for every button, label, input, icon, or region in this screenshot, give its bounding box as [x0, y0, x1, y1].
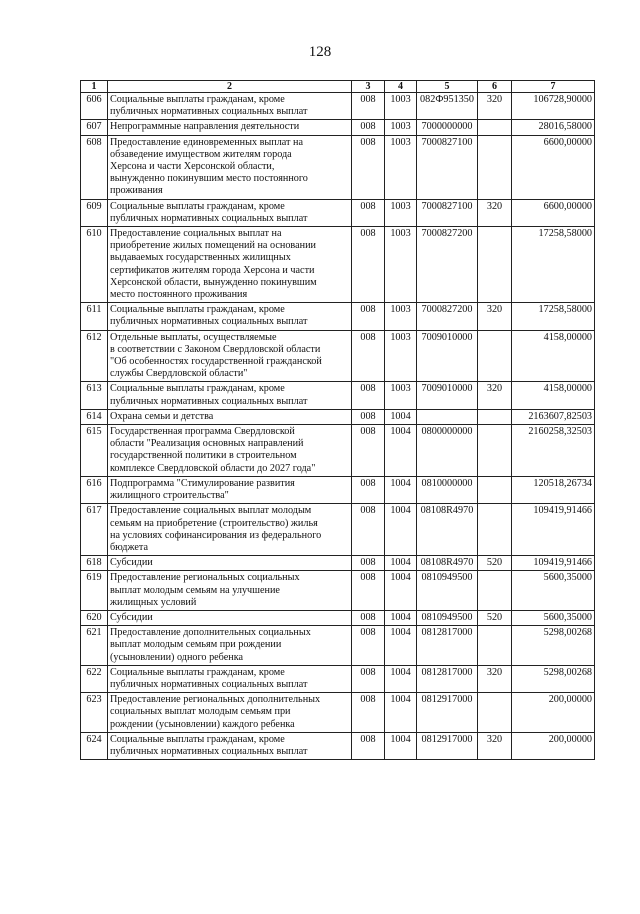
row-number: 621 [81, 626, 108, 666]
row-number: 614 [81, 409, 108, 424]
table-row [81, 303, 595, 330]
header-col-6: 6 [478, 81, 512, 93]
row-section-code: 1004 [385, 409, 417, 424]
row-name: Предоставление единовременных выплат на обзаведение имуществом жителям города Херсона и части Херсонской области, вынужденно покинувшим место постоянного проживания [108, 135, 352, 199]
row-number: 607 [81, 120, 108, 135]
row-amount: 200,00000 [512, 732, 595, 759]
row-target-code: 7009010000 [417, 330, 478, 382]
row-expense-type: 320 [478, 93, 512, 120]
row-amount: 109419,91466 [512, 504, 595, 556]
table-row [81, 409, 595, 424]
table-row [81, 199, 595, 226]
row-number: 622 [81, 665, 108, 692]
row-expense-type: 320 [478, 665, 512, 692]
row-section-code: 1004 [385, 693, 417, 733]
row-name: Государственная программа Свердловской области "Реализация основных направлений государственной политики в строительном комплексе Свердловской области до 2027 года" [108, 425, 352, 477]
row-target-code: 0810949500 [417, 571, 478, 611]
row-expense-type [478, 626, 512, 666]
row-expense-type: 320 [478, 199, 512, 226]
row-target-code: 7000827200 [417, 303, 478, 330]
row-section-code: 1003 [385, 135, 417, 199]
row-section-code: 1004 [385, 476, 417, 503]
row-target-code: 0800000000 [417, 425, 478, 477]
row-ministry-code: 008 [352, 409, 385, 424]
row-expense-type: 320 [478, 303, 512, 330]
row-expense-type [478, 120, 512, 135]
table-row [81, 610, 595, 625]
row-expense-type [478, 409, 512, 424]
row-ministry-code: 008 [352, 665, 385, 692]
row-name: Отдельные выплаты, осуществляемые в соответствии с Законом Свердловской области "Об особенностях государственной гражданской службы Свердловской области" [108, 330, 352, 382]
row-target-code: 7000000000 [417, 120, 478, 135]
row-name: Охрана семьи и детства [108, 409, 352, 424]
row-number: 609 [81, 199, 108, 226]
row-number: 606 [81, 93, 108, 120]
table-row [81, 93, 595, 120]
row-amount: 17258,58000 [512, 227, 595, 303]
row-section-code: 1003 [385, 330, 417, 382]
table-row [81, 626, 595, 666]
table-row [81, 476, 595, 503]
row-number: 624 [81, 732, 108, 759]
table-row [81, 120, 595, 135]
table-row [81, 382, 595, 409]
header-col-7: 7 [512, 81, 595, 93]
row-expense-type [478, 693, 512, 733]
row-ministry-code: 008 [352, 504, 385, 556]
row-section-code: 1003 [385, 382, 417, 409]
table-row [81, 665, 595, 692]
row-expense-type: 520 [478, 610, 512, 625]
row-section-code: 1003 [385, 303, 417, 330]
row-target-code [417, 409, 478, 424]
row-number: 610 [81, 227, 108, 303]
row-ministry-code: 008 [352, 303, 385, 330]
row-target-code: 0812817000 [417, 665, 478, 692]
row-ministry-code: 008 [352, 476, 385, 503]
row-amount: 120518,26734 [512, 476, 595, 503]
row-ministry-code: 008 [352, 382, 385, 409]
table-row [81, 330, 595, 382]
row-amount: 5298,00268 [512, 626, 595, 666]
row-section-code: 1003 [385, 93, 417, 120]
row-section-code: 1004 [385, 571, 417, 611]
row-expense-type [478, 476, 512, 503]
budget-table [80, 80, 595, 760]
row-name: Социальные выплаты гражданам, кроме публичных нормативных социальных выплат [108, 199, 352, 226]
row-name: Предоставление региональных дополнительных социальных выплат молодым семьям при рождении (усыновлении) каждого ребенка [108, 693, 352, 733]
row-ministry-code: 008 [352, 199, 385, 226]
row-name: Предоставление социальных выплат молодым семьям на приобретение (строительство) жилья на условиях софинансирования из федерального бюджета [108, 504, 352, 556]
row-section-code: 1004 [385, 732, 417, 759]
row-name: Социальные выплаты гражданам, кроме публичных нормативных социальных выплат [108, 93, 352, 120]
row-name: Социальные выплаты гражданам, кроме публичных нормативных социальных выплат [108, 665, 352, 692]
row-target-code: 0812817000 [417, 626, 478, 666]
row-ministry-code: 008 [352, 425, 385, 477]
row-number: 620 [81, 610, 108, 625]
row-amount: 200,00000 [512, 693, 595, 733]
row-amount: 2160258,32503 [512, 425, 595, 477]
row-number: 612 [81, 330, 108, 382]
row-number: 613 [81, 382, 108, 409]
row-ministry-code: 008 [352, 732, 385, 759]
row-target-code: 7009010000 [417, 382, 478, 409]
page-number: 128 [308, 44, 332, 60]
table-row [81, 504, 595, 556]
row-section-code: 1003 [385, 199, 417, 226]
header-col-3: 3 [352, 81, 385, 93]
row-target-code: 08108R4970 [417, 504, 478, 556]
row-amount: 6600,00000 [512, 135, 595, 199]
row-ministry-code: 008 [352, 330, 385, 382]
row-target-code: 0812917000 [417, 732, 478, 759]
row-name: Социальные выплаты гражданам, кроме публичных нормативных социальных выплат [108, 732, 352, 759]
row-number: 616 [81, 476, 108, 503]
row-expense-type [478, 330, 512, 382]
row-section-code: 1003 [385, 120, 417, 135]
row-section-code: 1004 [385, 556, 417, 571]
row-section-code: 1003 [385, 227, 417, 303]
row-amount: 2163607,82503 [512, 409, 595, 424]
table-row [81, 135, 595, 199]
row-ministry-code: 008 [352, 626, 385, 666]
table-row [81, 227, 595, 303]
row-amount: 17258,58000 [512, 303, 595, 330]
row-ministry-code: 008 [352, 93, 385, 120]
table-row [81, 571, 595, 611]
row-section-code: 1004 [385, 665, 417, 692]
row-name: Предоставление дополнительных социальных выплат молодым семьям при рождении (усыновлении) одного ребенка [108, 626, 352, 666]
row-amount: 5600,35000 [512, 571, 595, 611]
row-amount: 106728,90000 [512, 93, 595, 120]
row-ministry-code: 008 [352, 571, 385, 611]
row-amount: 4158,00000 [512, 330, 595, 382]
row-ministry-code: 008 [352, 120, 385, 135]
row-number: 623 [81, 693, 108, 733]
row-ministry-code: 008 [352, 693, 385, 733]
row-name: Субсидии [108, 610, 352, 625]
row-amount: 28016,58000 [512, 120, 595, 135]
header-col-1: 1 [81, 81, 108, 93]
row-target-code: 7000827200 [417, 227, 478, 303]
row-section-code: 1004 [385, 504, 417, 556]
row-name: Предоставление социальных выплат на приобретение жилых помещений на основании выдаваемых государственных жилищных сертификатов жителям города Херсона и части Херсонской области, вынужденно покинувшим место постоянного проживания [108, 227, 352, 303]
header-col-4: 4 [385, 81, 417, 93]
row-name: Непрограммные направления деятельности [108, 120, 352, 135]
row-number: 615 [81, 425, 108, 477]
row-amount: 5298,00268 [512, 665, 595, 692]
row-expense-type: 520 [478, 556, 512, 571]
row-name: Социальные выплаты гражданам, кроме публичных нормативных социальных выплат [108, 303, 352, 330]
row-target-code: 0810000000 [417, 476, 478, 503]
row-amount: 109419,91466 [512, 556, 595, 571]
row-expense-type [478, 227, 512, 303]
header-col-5: 5 [417, 81, 478, 93]
row-name: Социальные выплаты гражданам, кроме публичных нормативных социальных выплат [108, 382, 352, 409]
row-expense-type [478, 571, 512, 611]
row-target-code: 0812917000 [417, 693, 478, 733]
row-target-code: 7000827100 [417, 135, 478, 199]
row-number: 619 [81, 571, 108, 611]
row-ministry-code: 008 [352, 610, 385, 625]
row-ministry-code: 008 [352, 135, 385, 199]
row-name: Подпрограмма "Стимулирование развития жилищного строительства" [108, 476, 352, 503]
row-name: Предоставление региональных социальных выплат молодым семьям на улучшение жилищных условий [108, 571, 352, 611]
row-target-code: 08108R4970 [417, 556, 478, 571]
row-expense-type: 320 [478, 732, 512, 759]
row-expense-type [478, 135, 512, 199]
row-number: 617 [81, 504, 108, 556]
table-row [81, 556, 595, 571]
row-ministry-code: 008 [352, 227, 385, 303]
table-header-row [81, 81, 595, 93]
row-expense-type: 320 [478, 382, 512, 409]
row-section-code: 1004 [385, 610, 417, 625]
table-row [81, 732, 595, 759]
row-number: 611 [81, 303, 108, 330]
row-amount: 4158,00000 [512, 382, 595, 409]
header-col-2: 2 [108, 81, 352, 93]
row-amount: 5600,35000 [512, 610, 595, 625]
table-row [81, 425, 595, 477]
row-section-code: 1004 [385, 425, 417, 477]
row-expense-type [478, 504, 512, 556]
table-row [81, 693, 595, 733]
row-target-code: 082Ф951350 [417, 93, 478, 120]
row-number: 608 [81, 135, 108, 199]
row-target-code: 0810949500 [417, 610, 478, 625]
row-target-code: 7000827100 [417, 199, 478, 226]
row-ministry-code: 008 [352, 556, 385, 571]
row-amount: 6600,00000 [512, 199, 595, 226]
row-section-code: 1004 [385, 626, 417, 666]
row-expense-type [478, 425, 512, 477]
row-name: Субсидии [108, 556, 352, 571]
row-number: 618 [81, 556, 108, 571]
